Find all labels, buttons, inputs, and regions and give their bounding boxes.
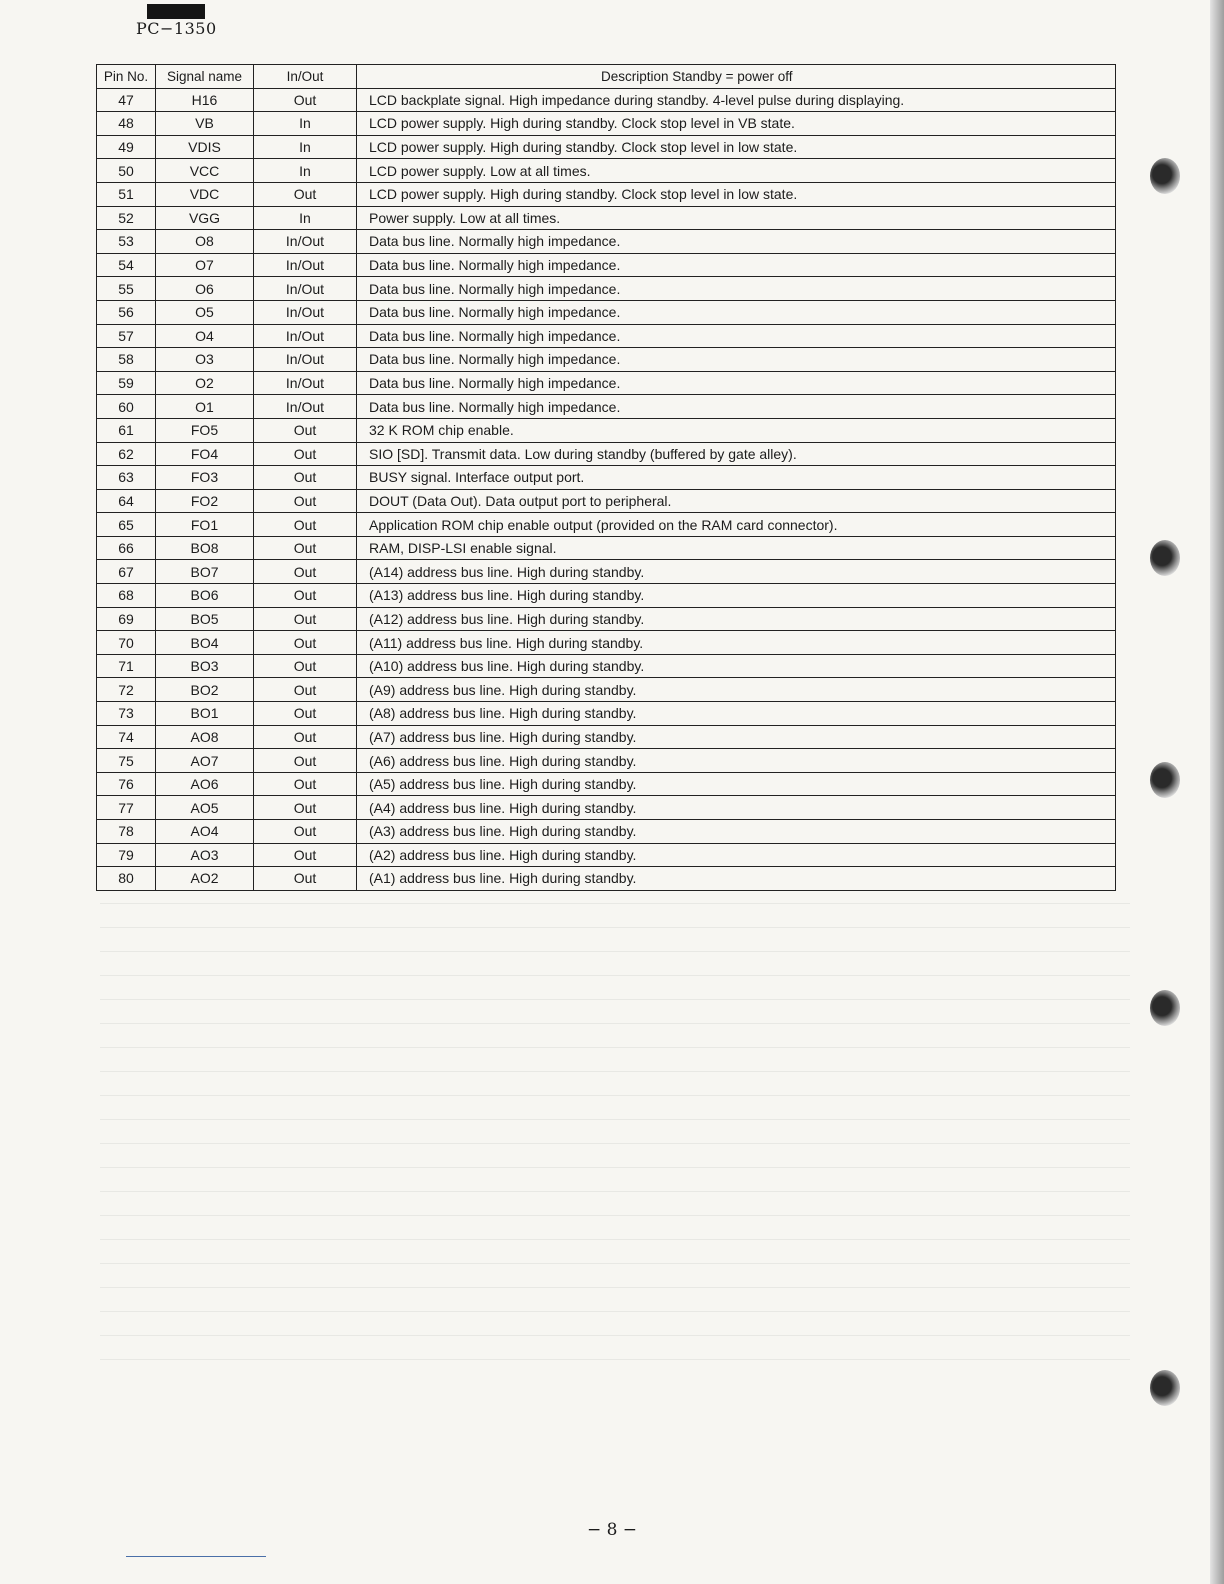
description-cell: (A2) address bus line. High during standby. xyxy=(357,843,1116,867)
pin-cell: 53 xyxy=(97,230,156,254)
pin-cell: 47 xyxy=(97,88,156,112)
description-cell: LCD power supply. Low at all times. xyxy=(357,159,1116,183)
inout-cell: In xyxy=(254,159,357,183)
description-cell: (A5) address bus line. High during standby. xyxy=(357,772,1116,796)
inout-cell: Out xyxy=(254,867,357,891)
header-pin-no: Pin No. xyxy=(97,65,156,89)
inout-cell: Out xyxy=(254,513,357,537)
description-cell: (A12) address bus line. High during standby. xyxy=(357,607,1116,631)
bleed-through-ghost xyxy=(100,880,1130,1420)
signal-cell: AO8 xyxy=(156,725,254,749)
table-row xyxy=(97,584,1116,608)
signal-cell: O4 xyxy=(156,324,254,348)
signal-cell: O5 xyxy=(156,300,254,324)
pin-cell: 57 xyxy=(97,324,156,348)
inout-cell: In/Out xyxy=(254,324,357,348)
signal-cell: BO7 xyxy=(156,560,254,584)
table-row xyxy=(97,206,1116,230)
inout-cell: Out xyxy=(254,418,357,442)
signal-cell: BO4 xyxy=(156,631,254,655)
pin-cell: 77 xyxy=(97,796,156,820)
table-row xyxy=(97,867,1116,891)
binder-hole xyxy=(1150,1370,1180,1406)
signal-cell: AO6 xyxy=(156,772,254,796)
description-cell: (A13) address bus line. High during standby. xyxy=(357,584,1116,608)
pin-cell: 48 xyxy=(97,112,156,136)
pin-cell: 56 xyxy=(97,300,156,324)
table-row xyxy=(97,536,1116,560)
table-row xyxy=(97,489,1116,513)
pin-cell: 65 xyxy=(97,513,156,537)
pin-cell: 78 xyxy=(97,820,156,844)
signal-cell: BO5 xyxy=(156,607,254,631)
table-row xyxy=(97,371,1116,395)
pin-cell: 75 xyxy=(97,749,156,773)
pin-cell: 76 xyxy=(97,772,156,796)
table-row xyxy=(97,324,1116,348)
description-cell: (A1) address bus line. High during standby. xyxy=(357,867,1116,891)
description-cell: Data bus line. Normally high impedance. xyxy=(357,300,1116,324)
page-edge-shadow xyxy=(1210,0,1224,1584)
signal-cell: BO2 xyxy=(156,678,254,702)
table-row xyxy=(97,702,1116,726)
pin-cell: 61 xyxy=(97,418,156,442)
page-number: − 8 − xyxy=(586,1520,638,1540)
description-cell: Data bus line. Normally high impedance. xyxy=(357,230,1116,254)
pin-cell: 52 xyxy=(97,206,156,230)
pin-cell: 70 xyxy=(97,631,156,655)
description-cell: LCD backplate signal. High impedance during standby. 4-level pulse during displaying. xyxy=(357,88,1116,112)
table-row xyxy=(97,607,1116,631)
inout-cell: In xyxy=(254,135,357,159)
inout-cell: Out xyxy=(254,607,357,631)
inout-cell: Out xyxy=(254,631,357,655)
signal-cell: AO4 xyxy=(156,820,254,844)
table-row xyxy=(97,348,1116,372)
binder-hole xyxy=(1150,158,1180,194)
description-cell: LCD power supply. High during standby. Clock stop level in VB state. xyxy=(357,112,1116,136)
signal-cell: O7 xyxy=(156,253,254,277)
table-row xyxy=(97,277,1116,301)
description-cell: Data bus line. Normally high impedance. xyxy=(357,371,1116,395)
table-row xyxy=(97,725,1116,749)
table-row xyxy=(97,513,1116,537)
description-cell: Power supply. Low at all times. xyxy=(357,206,1116,230)
inout-cell: In xyxy=(254,206,357,230)
pin-cell: 72 xyxy=(97,678,156,702)
binder-hole xyxy=(1150,990,1180,1026)
pin-cell: 68 xyxy=(97,584,156,608)
inout-cell: In/Out xyxy=(254,277,357,301)
table-row xyxy=(97,230,1116,254)
pin-cell: 64 xyxy=(97,489,156,513)
table-row xyxy=(97,772,1116,796)
table-row xyxy=(97,820,1116,844)
pin-cell: 80 xyxy=(97,867,156,891)
pin-cell: 51 xyxy=(97,182,156,206)
signal-cell: VB xyxy=(156,112,254,136)
table-row xyxy=(97,300,1116,324)
inout-cell: Out xyxy=(254,820,357,844)
signal-cell: VDC xyxy=(156,182,254,206)
pin-cell: 67 xyxy=(97,560,156,584)
description-cell: LCD power supply. High during standby. Clock stop level in low state. xyxy=(357,135,1116,159)
header-description: Description Standby = power off xyxy=(357,65,1116,89)
signal-cell: AO2 xyxy=(156,867,254,891)
inout-cell: Out xyxy=(254,442,357,466)
inout-cell: Out xyxy=(254,843,357,867)
table-row xyxy=(97,560,1116,584)
table-row xyxy=(97,843,1116,867)
inout-cell: Out xyxy=(254,725,357,749)
description-cell: Data bus line. Normally high impedance. xyxy=(357,277,1116,301)
table-header-row xyxy=(97,65,1116,89)
table-row xyxy=(97,253,1116,277)
pin-cell: 55 xyxy=(97,277,156,301)
description-cell: (A7) address bus line. High during standby. xyxy=(357,725,1116,749)
pin-cell: 79 xyxy=(97,843,156,867)
signal-cell: AO7 xyxy=(156,749,254,773)
signal-cell: O6 xyxy=(156,277,254,301)
signal-cell: AO5 xyxy=(156,796,254,820)
signal-cell: VDIS xyxy=(156,135,254,159)
table-row xyxy=(97,678,1116,702)
inout-cell: Out xyxy=(254,88,357,112)
description-cell: Data bus line. Normally high impedance. xyxy=(357,324,1116,348)
signal-cell: AO3 xyxy=(156,843,254,867)
signal-cell: H16 xyxy=(156,88,254,112)
signal-cell: FO4 xyxy=(156,442,254,466)
pin-cell: 50 xyxy=(97,159,156,183)
description-cell: Data bus line. Normally high impedance. xyxy=(357,395,1116,419)
inout-cell: In xyxy=(254,112,357,136)
signal-cell: BO6 xyxy=(156,584,254,608)
inout-cell: Out xyxy=(254,749,357,773)
table-row xyxy=(97,631,1116,655)
inout-cell: In/Out xyxy=(254,253,357,277)
description-cell: Data bus line. Normally high impedance. xyxy=(357,348,1116,372)
table-row xyxy=(97,395,1116,419)
description-cell: (A10) address bus line. High during standby. xyxy=(357,654,1116,678)
description-cell: Data bus line. Normally high impedance. xyxy=(357,253,1116,277)
signal-cell: O8 xyxy=(156,230,254,254)
inout-cell: Out xyxy=(254,560,357,584)
inout-cell: Out xyxy=(254,654,357,678)
table-row xyxy=(97,418,1116,442)
signal-cell: O1 xyxy=(156,395,254,419)
table-row xyxy=(97,135,1116,159)
description-cell: 32 K ROM chip enable. xyxy=(357,418,1116,442)
table-row xyxy=(97,466,1116,490)
table-row xyxy=(97,112,1116,136)
signal-cell: FO1 xyxy=(156,513,254,537)
signal-cell: BO8 xyxy=(156,536,254,560)
pin-cell: 59 xyxy=(97,371,156,395)
pin-cell: 49 xyxy=(97,135,156,159)
inout-cell: Out xyxy=(254,489,357,513)
description-cell: SIO [SD]. Transmit data. Low during standby (buffered by gate alley). xyxy=(357,442,1116,466)
signal-cell: O2 xyxy=(156,371,254,395)
table-row xyxy=(97,654,1116,678)
header-signal-name: Signal name xyxy=(156,65,254,89)
pin-cell: 69 xyxy=(97,607,156,631)
description-cell: Application ROM chip enable output (provided on the RAM card connector). xyxy=(357,513,1116,537)
inout-cell: Out xyxy=(254,466,357,490)
table-row xyxy=(97,88,1116,112)
pin-cell: 58 xyxy=(97,348,156,372)
table-row xyxy=(97,159,1116,183)
header-tab-mark xyxy=(147,4,205,19)
signal-cell: O3 xyxy=(156,348,254,372)
pin-cell: 66 xyxy=(97,536,156,560)
inout-cell: Out xyxy=(254,536,357,560)
description-cell: (A6) address bus line. High during standby. xyxy=(357,749,1116,773)
pin-cell: 60 xyxy=(97,395,156,419)
inout-cell: Out xyxy=(254,678,357,702)
pin-description-table xyxy=(96,64,1116,891)
pin-cell: 54 xyxy=(97,253,156,277)
footer-rule xyxy=(126,1556,266,1557)
description-cell: LCD power supply. High during standby. Clock stop level in low state. xyxy=(357,182,1116,206)
signal-cell: BO3 xyxy=(156,654,254,678)
description-cell: DOUT (Data Out). Data output port to peripheral. xyxy=(357,489,1116,513)
table-row xyxy=(97,182,1116,206)
inout-cell: In/Out xyxy=(254,348,357,372)
inout-cell: Out xyxy=(254,182,357,206)
inout-cell: Out xyxy=(254,584,357,608)
table-row xyxy=(97,442,1116,466)
inout-cell: In/Out xyxy=(254,395,357,419)
pin-cell: 74 xyxy=(97,725,156,749)
description-cell: (A9) address bus line. High during standby. xyxy=(357,678,1116,702)
signal-cell: BO1 xyxy=(156,702,254,726)
signal-cell: FO3 xyxy=(156,466,254,490)
binder-hole xyxy=(1150,762,1180,798)
description-cell: (A8) address bus line. High during standby. xyxy=(357,702,1116,726)
pin-cell: 62 xyxy=(97,442,156,466)
header-in-out: In/Out xyxy=(254,65,357,89)
inout-cell: Out xyxy=(254,702,357,726)
pin-cell: 71 xyxy=(97,654,156,678)
signal-cell: VCC xyxy=(156,159,254,183)
signal-cell: FO2 xyxy=(156,489,254,513)
binder-hole xyxy=(1150,540,1180,576)
description-cell: (A3) address bus line. High during standby. xyxy=(357,820,1116,844)
inout-cell: In/Out xyxy=(254,230,357,254)
signal-cell: VGG xyxy=(156,206,254,230)
table-row xyxy=(97,796,1116,820)
signal-cell: FO5 xyxy=(156,418,254,442)
description-cell: (A11) address bus line. High during standby. xyxy=(357,631,1116,655)
description-cell: BUSY signal. Interface output port. xyxy=(357,466,1116,490)
table-row xyxy=(97,749,1116,773)
model-title: PC−1350 xyxy=(136,19,217,38)
description-cell: (A14) address bus line. High during standby. xyxy=(357,560,1116,584)
inout-cell: Out xyxy=(254,772,357,796)
description-cell: RAM, DISP-LSI enable signal. xyxy=(357,536,1116,560)
inout-cell: In/Out xyxy=(254,300,357,324)
inout-cell: Out xyxy=(254,796,357,820)
description-cell: (A4) address bus line. High during standby. xyxy=(357,796,1116,820)
pin-cell: 63 xyxy=(97,466,156,490)
inout-cell: In/Out xyxy=(254,371,357,395)
pin-cell: 73 xyxy=(97,702,156,726)
